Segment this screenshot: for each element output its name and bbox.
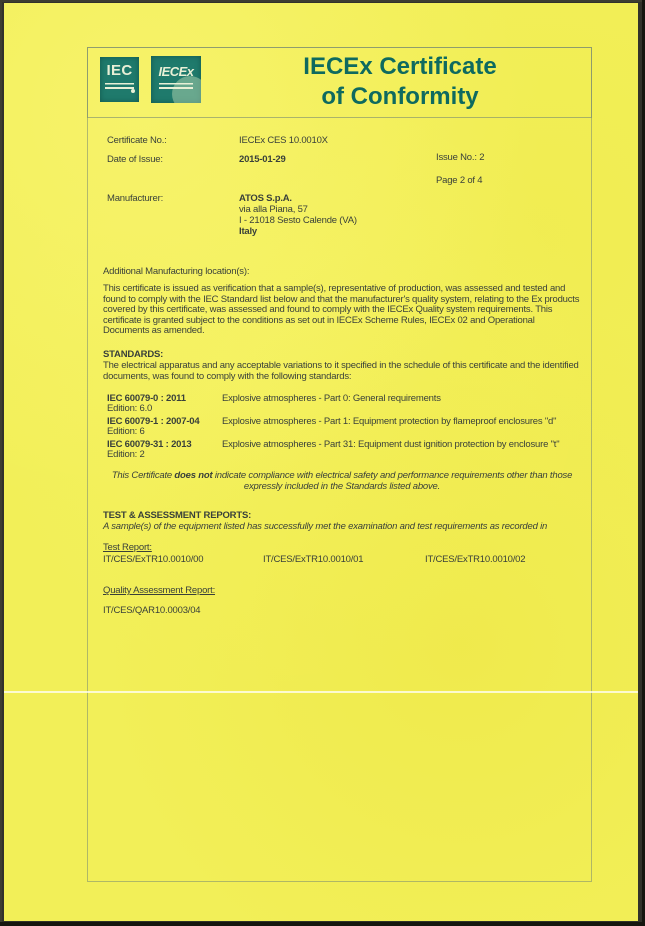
manufacturer-country: Italy	[239, 226, 258, 237]
test-report-label: Test Report:	[103, 542, 152, 553]
manufacturer-address-block	[239, 193, 357, 237]
title-line-2: of Conformity	[321, 83, 479, 110]
title-line-1: IECEx Certificate	[303, 53, 497, 80]
disclaimer	[103, 471, 581, 492]
standard-description: Explosive atmospheres - Part 1: Equipment protection by flameproof enclosures "d"	[222, 416, 557, 427]
iec-logo-text: IEC	[106, 62, 133, 79]
test-reports-heading: TEST & ASSESSMENT REPORTS:	[103, 510, 252, 521]
disclaimer-prefix: This Certificate	[111, 470, 175, 481]
date-of-issue-value: 2015-01-29	[239, 154, 286, 165]
iec-logo-dot-icon	[131, 89, 135, 93]
disclaimer-does-not: does not	[174, 470, 213, 481]
standards-intro: The electrical apparatus and any acceptable variations to it specified in the schedule of this certificate and the identified documents, was found to comply with the following standards:	[103, 360, 579, 382]
paper-fold-crease	[4, 691, 638, 693]
standard-code: IEC 60079-31 : 2013	[107, 439, 192, 450]
page-border-rect	[87, 47, 592, 882]
disclaimer-suffix: indicate compliance with electrical safety and performance requirements other than those expressly included in the Standards listed above.	[212, 470, 573, 492]
date-of-issue-label: Date of Issue:	[107, 154, 163, 165]
manufacturer-street: via alla Piana, 57	[239, 204, 308, 215]
manufacturer-label: Manufacturer:	[107, 193, 164, 204]
quality-assessment-report-number: IT/CES/QAR10.0003/04	[103, 605, 201, 616]
page-number: Page 2 of 4	[436, 175, 483, 186]
test-report-number: IT/CES/ExTR10.0010/01	[263, 554, 364, 565]
iec-logo	[100, 57, 139, 102]
standard-description: Explosive atmospheres - Part 0: General requirements	[222, 393, 441, 404]
iec-logo-bars-icon	[105, 83, 134, 90]
manufacturer-name: ATOS S.p.A.	[239, 193, 292, 204]
verification-paragraph: This certificate is issued as verification that a sample(s), representative of production, was assessed and tested and found to comply with the IEC Standard list below and that the manufacturer's quality system, relating to the Ex products covered by this certificate, was assessed and found to comply with the IECEx Quality system requirements. This certificate is granted subject to the conditions as set out in IECEx Scheme Rules, IECEx 02 and Operational Documents as amended.	[103, 283, 580, 337]
test-report-number: IT/CES/ExTR10.0010/02	[425, 554, 526, 565]
standards-heading: STANDARDS:	[103, 349, 164, 360]
standard-edition: Edition: 6	[107, 426, 145, 437]
iecex-logo	[151, 56, 201, 103]
certificate-title	[215, 52, 585, 112]
test-reports-intro: A sample(s) of the equipment listed has successfully met the examination and test requirements as recorded in	[103, 521, 548, 532]
standard-code: IEC 60079-0 : 2011	[107, 393, 186, 404]
certificate-no-label: Certificate No.:	[107, 135, 167, 146]
manufacturer-city: I - 21018 Sesto Calende (VA)	[239, 215, 357, 226]
standard-code: IEC 60079-1 : 2007-04	[107, 416, 200, 427]
standard-edition: Edition: 2	[107, 449, 145, 460]
certificate-no-value: IECEx CES 10.0010X	[239, 135, 328, 146]
issue-no: Issue No.: 2	[436, 152, 485, 163]
quality-assessment-report-label: Quality Assessment Report:	[103, 585, 216, 596]
additional-locations-label: Additional Manufacturing location(s):	[103, 266, 250, 277]
iecex-logo-text: IECEx	[158, 64, 194, 79]
iecex-logo-bars-icon	[159, 83, 193, 90]
test-report-number: IT/CES/ExTR10.0010/00	[103, 554, 204, 565]
standard-edition: Edition: 6.0	[107, 403, 153, 414]
standard-description: Explosive atmospheres - Part 31: Equipment dust ignition protection by enclosure "t"	[222, 439, 560, 450]
